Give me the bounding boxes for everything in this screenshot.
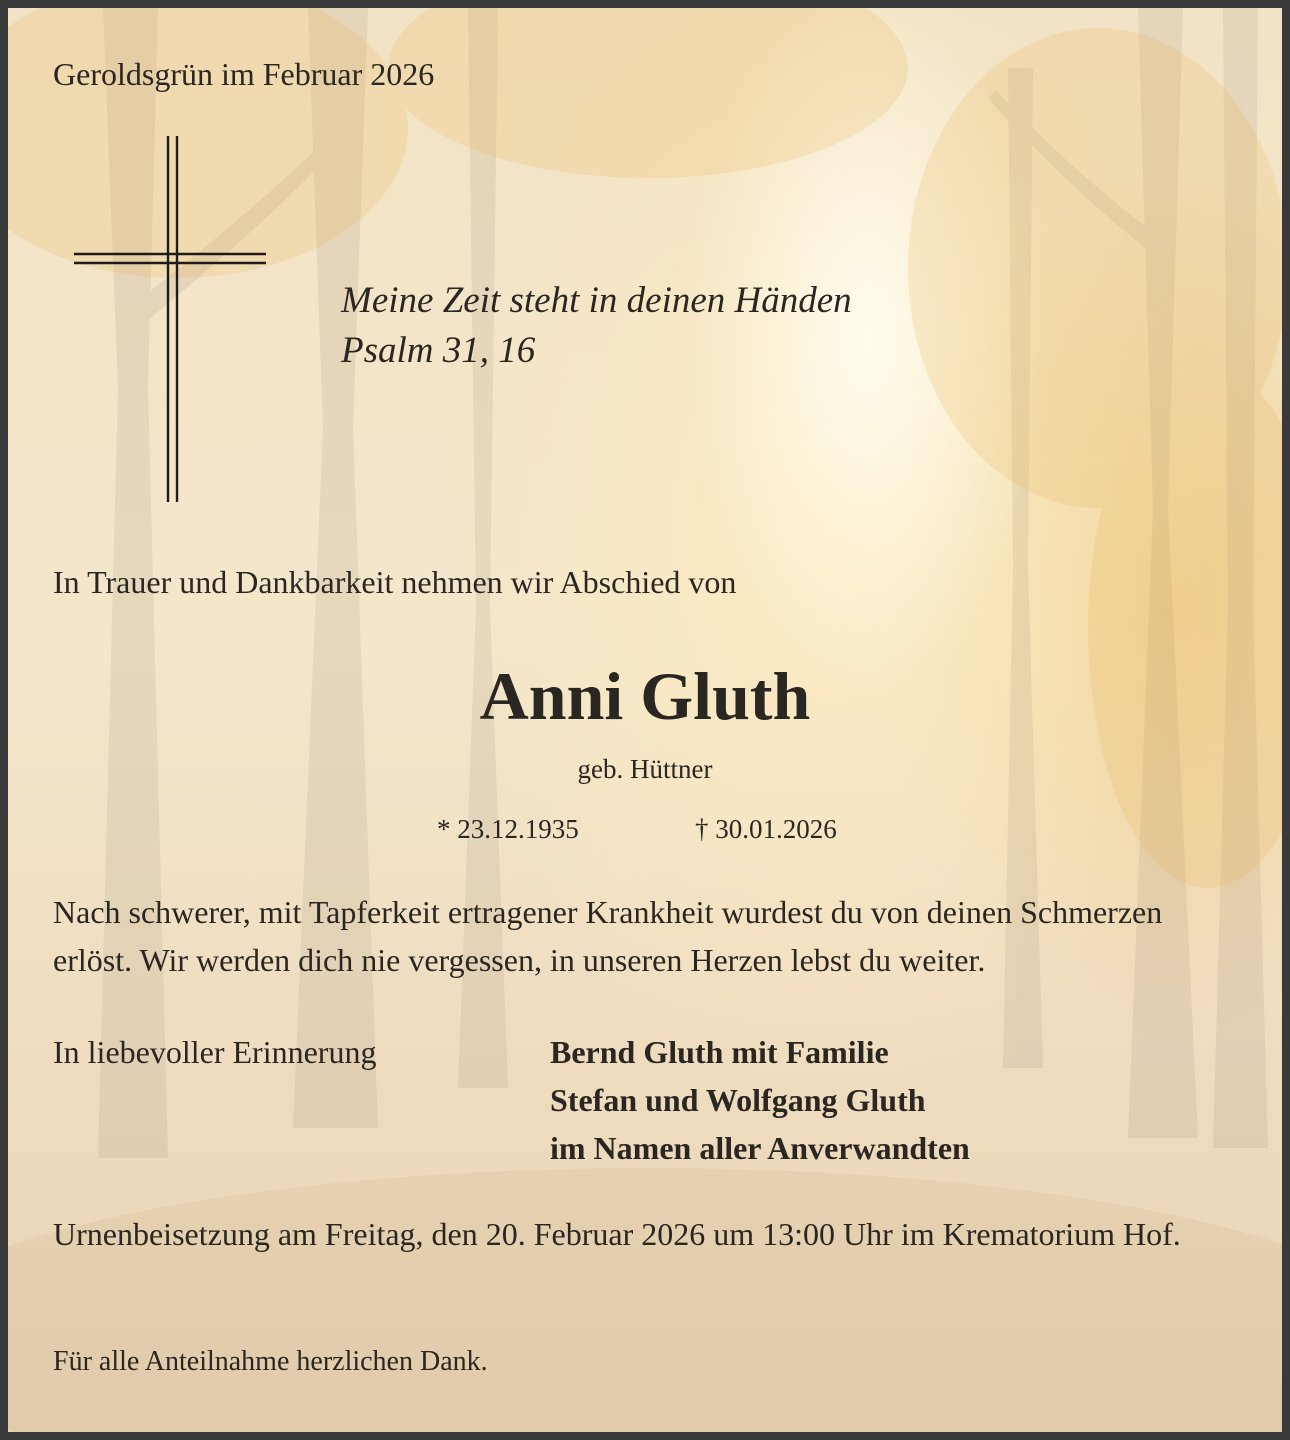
bible-verse [341,276,1041,376]
memory-label: In liebevoller Erinnerung [53,1034,377,1070]
intro-text: In Trauer und Dankbarkeit nehmen wir Abschied von [53,564,737,600]
family-list [550,1028,970,1172]
death-date: † 30.01.2026 [695,814,837,844]
cross-icon [74,136,274,504]
maiden-name: geb. Hüttner [577,754,713,784]
place-date: Geroldsgrün im Februar 2026 [53,56,435,92]
family-line: Bernd Gluth mit Familie [550,1034,889,1070]
verse-text: Meine Zeit steht in deinen Händen [341,280,852,321]
burial-notice: Urnenbeisetzung am Freitag, den 20. Februar 2026 um 13:00 Uhr im Krematorium Hof. [53,1216,1181,1252]
birth-date: * 23.12.1935 [437,814,579,844]
condolence-message: Nach schwerer, mit Tapferkeit ertragener Krankheit wurdest du von deinen Schmerzen erlöst. Wir werden dich nie vergessen, in unseren Herzen lebst du weiter. [53,894,1163,978]
verse-reference: Psalm 31, 16 [341,330,536,371]
thanks-text: Für alle Anteilnahme herzlichen Dank. [53,1346,488,1377]
family-line: im Namen aller Anverwandten [550,1130,970,1166]
deceased-name: Anni Gluth [479,658,811,734]
obituary-card [8,8,1282,1432]
family-line: Stefan und Wolfgang Gluth [550,1082,926,1118]
